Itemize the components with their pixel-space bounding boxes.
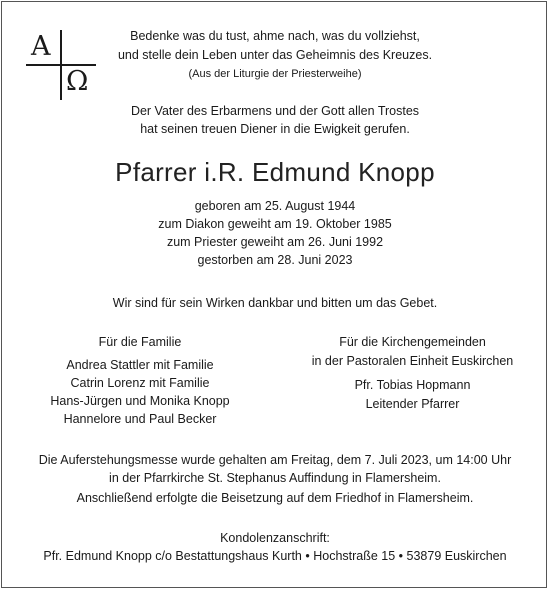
family-heading: Für die Familie: [98, 335, 182, 349]
burial-text: Anschließend erfolgte die Beisetzung auf dem Friedhof in Flamersheim.: [76, 491, 474, 505]
date-deacon-ordination: zum Diakon geweiht am 19. Oktober 1985: [158, 217, 392, 231]
family-member: Andrea Stattler mit Familie: [66, 358, 214, 372]
parish-heading-line-1: Für die Kirchengemeinden: [339, 335, 486, 349]
intro-line-1: Der Vater des Erbarmens und der Gott allen Trostes: [130, 104, 420, 118]
date-born: geboren am 25. August 1944: [194, 199, 356, 213]
condolence-label: Kondolenzanschrift:: [220, 531, 330, 545]
service-line-2: in der Pfarrkirche St. Stephanus Auffindung in Flamersheim.: [109, 471, 441, 485]
service-line-1: Die Auferstehungsmesse wurde gehalten am Freitag, dem 7. Juli 2023, um 14:00 Uhr: [38, 453, 512, 467]
date-died: gestorben am 28. Juni 2023: [197, 253, 353, 267]
deceased-name: Pfarrer i.R. Edmund Knopp: [115, 157, 435, 187]
quote-source: (Aus der Liturgie der Priesterweihe): [188, 68, 362, 80]
parish-signer-name: Pfr. Tobias Hopmann: [354, 378, 471, 392]
parish-heading-line-2: in der Pastoralen Einheit Euskirchen: [311, 354, 514, 368]
quote-line-2: und stelle dein Leben unter das Geheimnis des Kreuzes.: [117, 48, 433, 62]
parish-signer-title: Leitender Pfarrer: [365, 397, 460, 411]
omega-glyph: Ω: [66, 66, 89, 97]
family-member: Hannelore und Paul Becker: [63, 412, 217, 426]
family-member: Catrin Lorenz mit Familie: [70, 376, 210, 390]
alpha-glyph: A: [31, 31, 51, 62]
family-member: Hans-Jürgen und Monika Knopp: [50, 394, 230, 408]
intro-line-2: hat seinen treuen Diener in die Ewigkeit gerufen.: [140, 122, 410, 136]
date-priest-ordination: zum Priester geweiht am 26. Juni 1992: [166, 235, 384, 249]
gratitude-text: Wir sind für sein Wirken dankbar und bitten um das Gebet.: [112, 296, 438, 310]
quote-line-1: Bedenke was du tust, ahme nach, was du vollziehst,: [130, 29, 420, 43]
condolence-address: Pfr. Edmund Knopp c/o Bestattungshaus Kurth • Hochstraße 15 • 53879 Euskirchen: [43, 549, 507, 563]
